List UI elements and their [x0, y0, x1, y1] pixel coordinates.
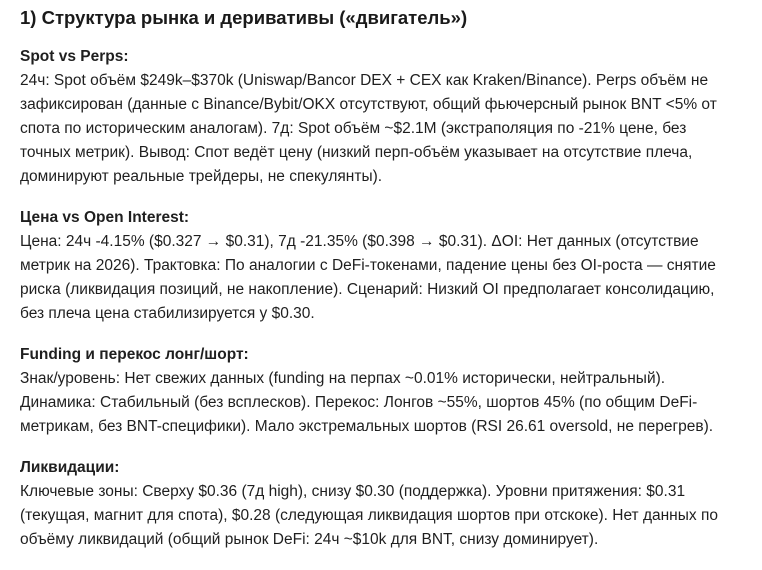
section-liquidations — [20, 456, 742, 552]
section-body: 24ч: Spot объём $249k–$370k (Uniswap/Bancor DEX + CEX как Kraken/Binance). Perps объём не зафиксирован (данные с Binance/Bybit/OKX отсутствуют, общий фьючерсный рынок BNT <5% от спота по историческим аналогам). 7д: Spot объём ~$2.1M (экстраполяция по -21% цене, без точных метрик). Вывод: Спот ведёт цену (низкий перп-объём указывает на отсутствие плеча, доминируют реальные трейдеры, не спекулянты). — [20, 72, 717, 185]
section-funding — [20, 343, 742, 439]
page-title: 1) Структура рынка и деривативы («двигатель») — [20, 7, 468, 28]
section-spot-vs-perps — [20, 45, 742, 189]
section-body: Ключевые зоны: Сверху $0.36 (7д high), снизу $0.30 (поддержка). Уровни притяжения: $0.31 (текущая, магнит для спота), $0.28 (следующая ликвидация шортов при отскоке). Нет данных по объёму ликвидаций (общий рынок DeFi: 24ч ~$10k для BNT, снизу доминирует). — [20, 483, 718, 548]
section-price-vs-oi — [20, 206, 742, 326]
section-heading: Цена vs Open Interest: — [20, 209, 190, 226]
section-heading: Ликвидации: — [20, 459, 120, 476]
section-body: Знак/уровень: Нет свежих данных (funding на перпах ~0.01% исторически, нейтральный). Динамика: Стабильный (без всплесков). Перекос: Лонгов ~55%, шортов 45% (по общим DeFi-метрикам, без BNT-специфики). Мало экстремальных шортов (RSI 26.61 oversold, не перегрев). — [20, 370, 714, 435]
section-heading: Spot vs Perps: — [20, 48, 129, 65]
section-heading: Funding и перекос лонг/шорт: — [20, 346, 249, 363]
section-body: Цена: 24ч -4.15% ($0.327 → $0.31), 7д -21.35% ($0.398 → $0.31). ΔOI: Нет данных (отсутствие метрик на 2026). Трактовка: По аналогии с DeFi-токенами, падение цены без OI-роста — снятие риска (ликвидация позиций, не накопление). Сценарий: Низкий OI предполагает консолидацию, без плеча цена стабилизируется у $0.30. — [20, 233, 716, 322]
